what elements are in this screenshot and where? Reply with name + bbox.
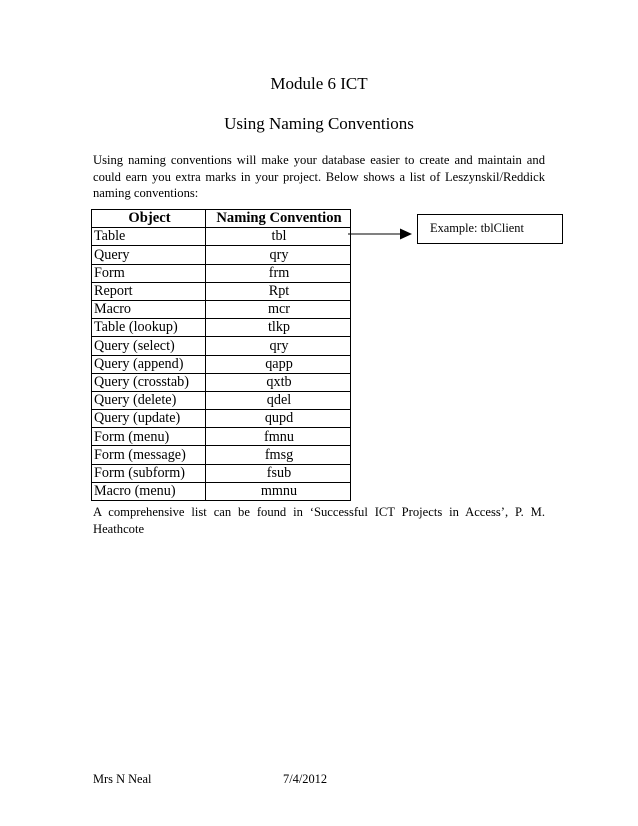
- cell-naming-convention: qry: [206, 337, 351, 355]
- table-row: [92, 228, 351, 246]
- cell-object: Query (update): [92, 410, 206, 428]
- table-row: [92, 428, 351, 446]
- footer-date: 7/4/2012: [283, 772, 328, 786]
- cell-naming-convention: qupd: [206, 410, 351, 428]
- footer-author: Mrs N Neal: [93, 772, 152, 786]
- cell-object: Form (menu): [92, 428, 206, 446]
- table-row: [92, 300, 351, 318]
- table-row: [92, 355, 351, 373]
- table-header-row: [92, 210, 351, 228]
- page-subtitle: Using Naming Conventions: [224, 114, 414, 133]
- cell-object: Form (message): [92, 446, 206, 464]
- cell-object: Report: [92, 282, 206, 300]
- cell-naming-convention: mcr: [206, 300, 351, 318]
- table-body: [92, 228, 351, 501]
- cell-naming-convention: frm: [206, 264, 351, 282]
- cell-object: Query (select): [92, 337, 206, 355]
- cell-naming-convention: qapp: [206, 355, 351, 373]
- table-row: [92, 464, 351, 482]
- column-header-object: Object: [92, 210, 206, 228]
- cell-naming-convention: qxtb: [206, 373, 351, 391]
- cell-naming-convention: qdel: [206, 391, 351, 409]
- intro-paragraph: Using naming conventions will make your database easier to create and maintain and could earn you extra marks in your project. Below shows a list of Leszynskil/Reddick naming conventions:: [93, 153, 545, 200]
- cell-naming-convention: qry: [206, 246, 351, 264]
- cell-object: Form: [92, 264, 206, 282]
- table-row: [92, 264, 351, 282]
- cell-naming-convention: mmnu: [206, 482, 351, 500]
- cell-naming-convention: fsub: [206, 464, 351, 482]
- table-row: [92, 482, 351, 500]
- cell-object: Query: [92, 246, 206, 264]
- table-row: [92, 373, 351, 391]
- cell-object: Query (delete): [92, 391, 206, 409]
- cell-object: Form (subform): [92, 464, 206, 482]
- table-row: [92, 337, 351, 355]
- cell-naming-convention: tlkp: [206, 319, 351, 337]
- cell-naming-convention: fmnu: [206, 428, 351, 446]
- cell-object: Table: [92, 228, 206, 246]
- reference-note: A comprehensive list can be found in ‘Successful ICT Projects in Access’, P. M. Heathcote: [93, 505, 545, 536]
- cell-naming-convention: Rpt: [206, 282, 351, 300]
- cell-naming-convention: tbl: [206, 228, 351, 246]
- table-row: [92, 246, 351, 264]
- table-row: [92, 410, 351, 428]
- cell-object: Query (crosstab): [92, 373, 206, 391]
- cell-object: Macro: [92, 300, 206, 318]
- cell-object: Query (append): [92, 355, 206, 373]
- cell-naming-convention: fmsg: [206, 446, 351, 464]
- table-row: [92, 282, 351, 300]
- page-title: Module 6 ICT: [270, 74, 368, 93]
- cell-object: Macro (menu): [92, 482, 206, 500]
- table-row: [92, 319, 351, 337]
- table-row: [92, 446, 351, 464]
- table-row: [92, 391, 351, 409]
- cell-object: Table (lookup): [92, 319, 206, 337]
- naming-convention-table: [91, 209, 351, 501]
- example-callout: Example: tblClient: [417, 214, 563, 244]
- column-header-naming-convention: Naming Convention: [206, 210, 351, 228]
- arrow-icon: [348, 227, 413, 241]
